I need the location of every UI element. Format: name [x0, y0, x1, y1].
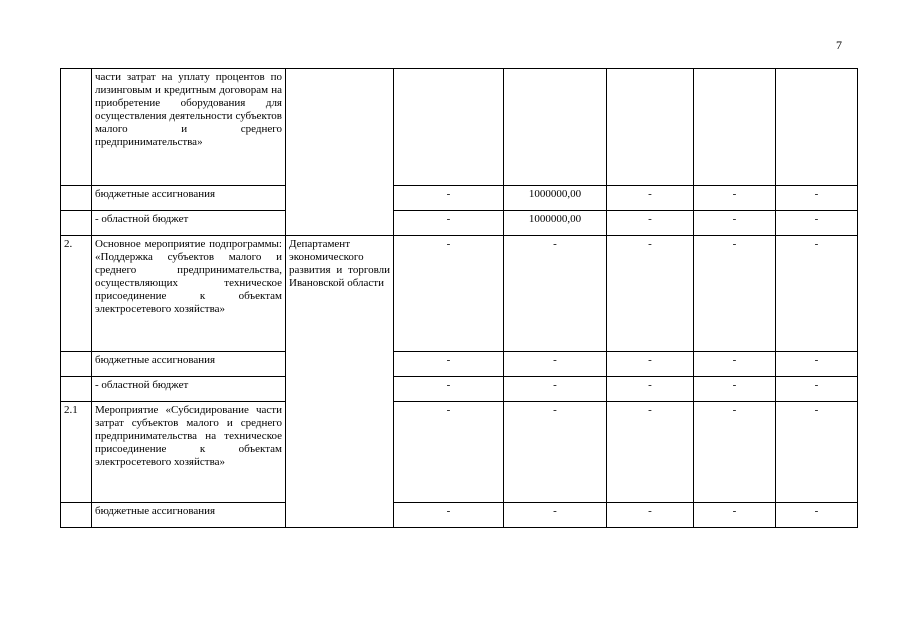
value-cell: 1000000,00	[504, 186, 607, 211]
value-cell: -	[776, 352, 858, 377]
value-cell: -	[776, 402, 858, 503]
value-cell: -	[776, 186, 858, 211]
value-cell: -	[694, 377, 776, 402]
value-cell: -	[394, 402, 504, 503]
value-cell: -	[607, 503, 694, 528]
table-row	[61, 69, 858, 186]
table-row	[61, 377, 858, 402]
table-row	[61, 236, 858, 352]
value-cell: -	[504, 503, 607, 528]
value-cell: -	[776, 377, 858, 402]
value-cell: -	[607, 236, 694, 352]
value-cell: -	[607, 352, 694, 377]
value-cell: -	[394, 186, 504, 211]
value-cell: -	[607, 211, 694, 236]
table-row	[61, 211, 858, 236]
value-cell: -	[504, 377, 607, 402]
description-cell: бюджетные ассигнования	[92, 503, 286, 528]
number-cell: 2.	[61, 236, 92, 352]
description-cell: - областной бюджет	[92, 211, 286, 236]
number-cell	[61, 211, 92, 236]
value-cell: -	[394, 211, 504, 236]
number-cell: 2.1	[61, 402, 92, 503]
number-cell	[61, 352, 92, 377]
value-cell: -	[776, 236, 858, 352]
table-row	[61, 503, 858, 528]
value-cell: -	[607, 186, 694, 211]
number-cell	[61, 69, 92, 186]
value-cell: -	[776, 211, 858, 236]
description-cell: бюджетные ассигнования	[92, 186, 286, 211]
table-row	[61, 186, 858, 211]
page-number: 7	[836, 38, 842, 52]
value-cell: -	[694, 236, 776, 352]
program-table	[60, 68, 858, 528]
value-cell: -	[694, 402, 776, 503]
value-cell: -	[504, 402, 607, 503]
number-cell	[61, 377, 92, 402]
value-cell	[776, 69, 858, 186]
executor-cell: Департамент экономического развития и торговли Ивановской области	[286, 236, 394, 528]
value-cell: -	[607, 377, 694, 402]
value-cell: -	[694, 503, 776, 528]
description-cell: - областной бюджет	[92, 377, 286, 402]
table-row	[61, 352, 858, 377]
value-cell: -	[694, 186, 776, 211]
executor-cell	[286, 69, 394, 236]
description-cell: бюджетные ассигнования	[92, 352, 286, 377]
number-cell	[61, 186, 92, 211]
value-cell: -	[504, 352, 607, 377]
value-cell: -	[394, 236, 504, 352]
value-cell: -	[394, 503, 504, 528]
value-cell	[504, 69, 607, 186]
value-cell: -	[607, 402, 694, 503]
value-cell	[607, 69, 694, 186]
value-cell: -	[504, 236, 607, 352]
value-cell: -	[776, 503, 858, 528]
value-cell: -	[694, 211, 776, 236]
value-cell: 1000000,00	[504, 211, 607, 236]
table-row	[61, 402, 858, 503]
number-cell	[61, 503, 92, 528]
description-cell: части затрат на уплату процентов по лизинговым и кредитным договорам на приобретение оборудования для осуществления деятельности субъектов малого и среднего предпринимательства»	[92, 69, 286, 186]
description-cell: Мероприятие «Субсидирование части затрат субъектов малого и среднего предпринимательства на техническое присоединение к объектам электросетевого хозяйства»	[92, 402, 286, 503]
value-cell	[694, 69, 776, 186]
value-cell: -	[394, 352, 504, 377]
value-cell: -	[694, 352, 776, 377]
value-cell: -	[394, 377, 504, 402]
description-cell: Основное мероприятие подпрограммы: «Поддержка субъектов малого и среднего предпринимательства, осуществляющих техническое присоединение к объектам электросетевого хозяйства»	[92, 236, 286, 352]
value-cell	[394, 69, 504, 186]
